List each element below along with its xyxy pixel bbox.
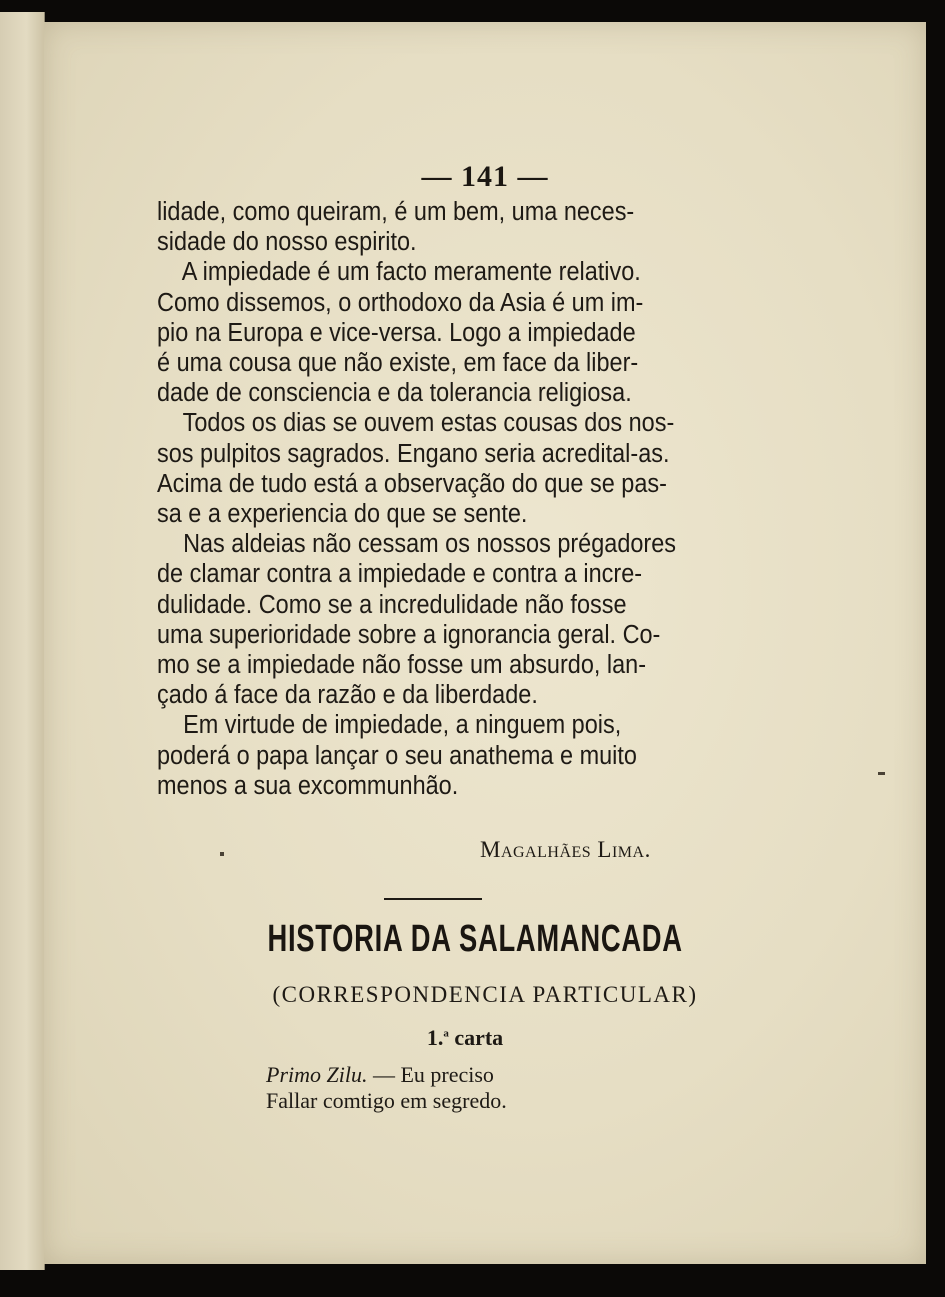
text-line: de clamar contra a impiedade e contra a incre- bbox=[157, 560, 643, 589]
text-line: Nas aldeias não cessam os nossos prégadores bbox=[157, 530, 677, 559]
previous-page-edge bbox=[0, 12, 45, 1270]
paper-speck bbox=[878, 772, 885, 775]
text-line: çado á face da razão e da liberdade. bbox=[157, 681, 538, 710]
text-line: mo se a impiedade não fosse um absurdo, lan- bbox=[157, 651, 647, 680]
letter-line-rest: — Eu preciso bbox=[367, 1062, 494, 1087]
text-line: Como dissemos, o orthodoxo da Asia é um im- bbox=[157, 288, 644, 317]
text-line: sa e a experiencia do que se sente. bbox=[157, 500, 528, 529]
text-line: Acima de tudo está a observação do que se pas- bbox=[157, 469, 667, 498]
section-divider bbox=[384, 898, 482, 900]
body-text bbox=[157, 197, 691, 801]
section-subtitle: (CORRESPONDENCIA PARTICULAR) bbox=[272, 982, 698, 1007]
text-line: dulidade. Como se a incredulidade não fosse bbox=[157, 590, 627, 619]
letter-line bbox=[266, 1062, 507, 1088]
author-signature: Magalhães Lima. bbox=[480, 837, 651, 862]
text-line: sos pulpitos sagrados. Engano seria acredital-as. bbox=[157, 439, 670, 468]
text-line: Todos os dias se ouvem estas cousas dos nos- bbox=[157, 409, 675, 438]
letter-line: Fallar comtigo em segredo. bbox=[266, 1088, 507, 1113]
text-line: pio na Europa e vice-versa. Logo a impiedade bbox=[157, 318, 636, 347]
book-page bbox=[44, 22, 926, 1264]
text-line: A impiedade é um facto meramente relativo. bbox=[157, 258, 641, 287]
text-line: é uma cousa que não existe, em face da liber- bbox=[157, 349, 639, 378]
letter-salutation: Primo Zilu. bbox=[266, 1062, 368, 1087]
text-line: sidade do nosso espirito. bbox=[157, 228, 417, 257]
text-line: poderá o papa lançar o seu anathema e muito bbox=[157, 741, 637, 770]
text-line: Em virtude de impiedade, a ninguem pois, bbox=[157, 711, 622, 740]
text-line: dade de consciencia e da tolerancia religiosa. bbox=[157, 379, 632, 408]
letter-heading bbox=[44, 1025, 926, 1051]
text-line: lidade, como queiram, é um bem, uma neces- bbox=[157, 198, 635, 226]
letter-body bbox=[266, 1062, 507, 1114]
letter-word: carta bbox=[454, 1025, 504, 1050]
section-title: HISTORIA DA SALAMANCADA bbox=[267, 918, 683, 960]
text-line: uma superioridade sobre a ignorancia geral. Co- bbox=[157, 620, 661, 649]
letter-ordinal: a bbox=[443, 1027, 449, 1040]
letter-number: 1. bbox=[426, 1025, 444, 1050]
paper-speck bbox=[220, 852, 224, 856]
text-line: menos a sua excommunhão. bbox=[157, 771, 459, 800]
page-number: — 141 — bbox=[421, 160, 549, 193]
